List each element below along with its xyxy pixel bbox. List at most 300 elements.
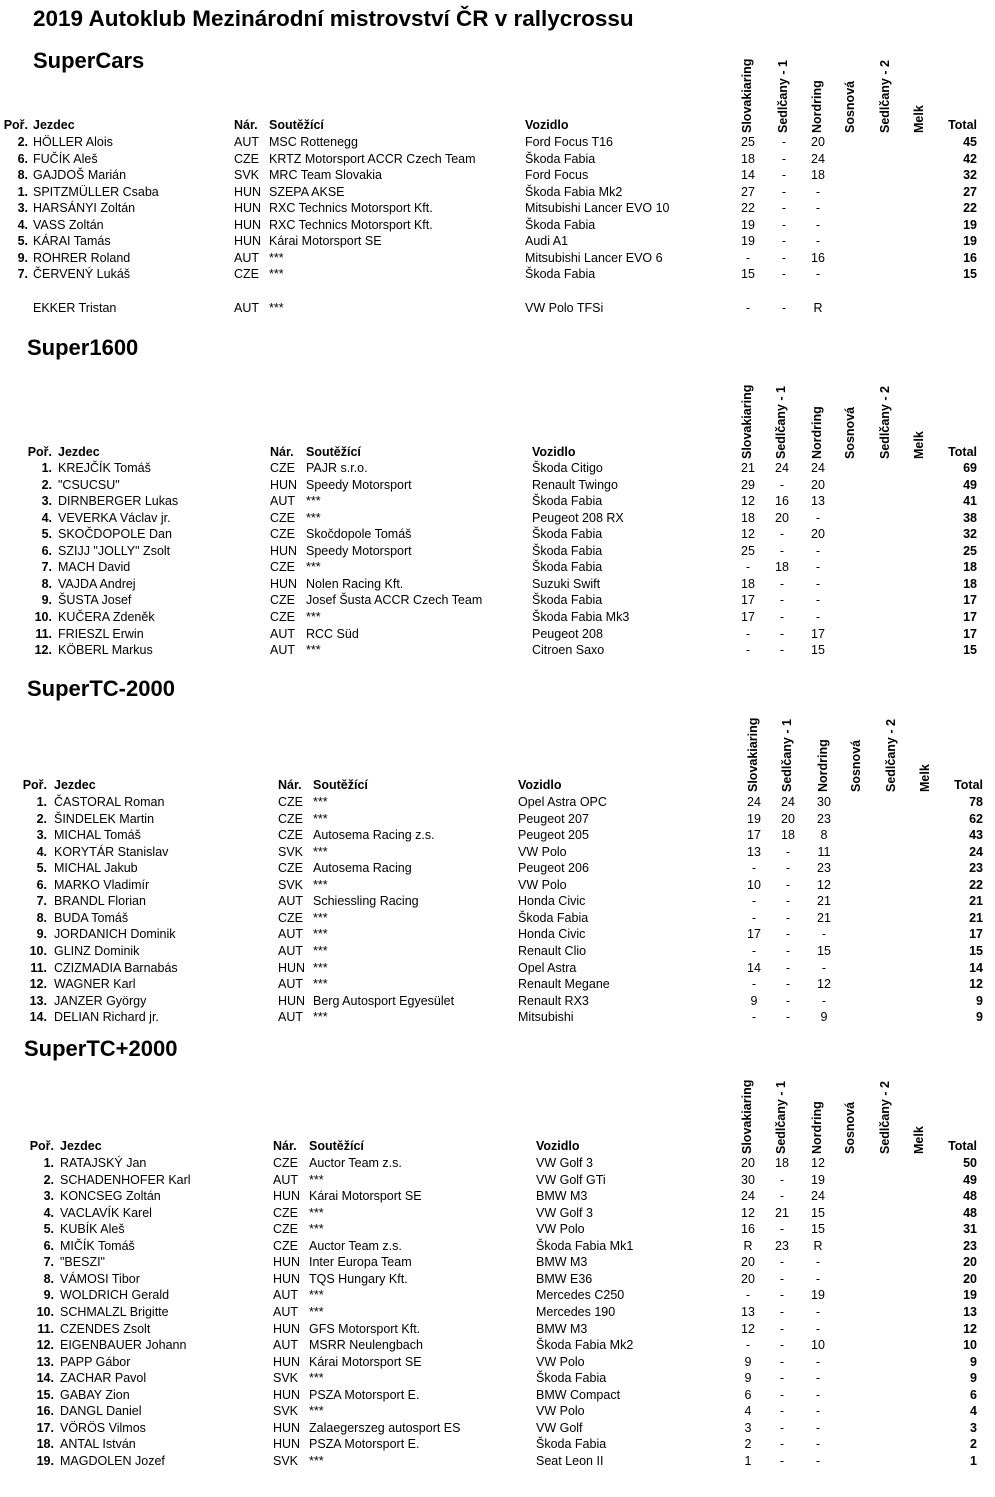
points-cell: 4 (744, 1404, 752, 1419)
points-cell: - (781, 201, 787, 216)
car-cell: VW Polo (518, 844, 567, 859)
column-header-total: Total (948, 1139, 977, 1153)
column-header-driver: Jezdec (58, 445, 100, 459)
position-cell: 10. (36, 1304, 54, 1319)
points-cell: - (785, 943, 791, 958)
points-cell: - (779, 1387, 785, 1402)
total-cell: 42 (963, 151, 977, 166)
car-cell: BMW M3 (536, 1321, 588, 1336)
points-cell: 20 (741, 1271, 755, 1286)
driver-cell: ČERVENÝ Lukáš (33, 267, 131, 282)
points-cell: 19 (741, 234, 755, 249)
nationality-cell: CZE (270, 527, 295, 542)
driver-cell: KÁRAI Tamás (33, 234, 111, 249)
position-cell: 11. (30, 960, 47, 975)
points-cell: 21 (817, 894, 831, 909)
driver-cell: MICHAL Tomáš (54, 828, 141, 843)
driver-cell: HÖLLER Alois (33, 135, 113, 149)
total-cell: 10 (963, 1338, 977, 1353)
points-cell: 19 (741, 217, 755, 232)
position-cell: 5. (17, 234, 28, 249)
points-cell: - (779, 593, 785, 608)
points-cell: - (779, 1288, 785, 1303)
column-header-nat: Nár. (278, 778, 302, 792)
points-cell: - (751, 894, 757, 909)
nationality-cell: HUN (273, 1354, 301, 1369)
car-cell: Opel Astra OPC (518, 795, 607, 809)
driver-cell: FRIESZL Erwin (58, 626, 144, 641)
column-header-driver: Jezdec (54, 778, 96, 792)
position-cell: 9. (17, 250, 28, 265)
driver-cell: KONCSEG Zoltán (60, 1189, 161, 1204)
points-cell: 30 (741, 1172, 755, 1187)
entrant-cell: Kárai Motorsport SE (269, 234, 382, 249)
column-header-pos: Poř. (3, 118, 28, 132)
nationality-cell: CZE (278, 795, 303, 809)
points-cell: 17 (747, 828, 761, 843)
points-cell: - (781, 267, 787, 282)
entrant-cell: *** (309, 1404, 324, 1419)
entrant-cell: *** (306, 643, 321, 658)
car-cell: Škoda Fabia (518, 910, 589, 925)
car-cell: VW Polo (536, 1222, 585, 1237)
car-cell: Škoda Fabia (532, 593, 603, 608)
total-cell: 17 (963, 609, 977, 624)
total-cell: 69 (963, 461, 977, 475)
column-header-car: Vozidlo (525, 118, 569, 132)
nationality-cell: AUT (270, 643, 295, 658)
total-cell: 27 (963, 184, 977, 199)
nationality-cell: CZE (278, 828, 303, 843)
entrant-cell: *** (309, 1371, 324, 1386)
column-header-car: Vozidlo (518, 778, 562, 792)
driver-cell: WOLDRICH Gerald (60, 1288, 170, 1303)
total-cell: 18 (963, 560, 977, 575)
nationality-cell: AUT (278, 927, 303, 942)
points-cell: 20 (775, 510, 789, 525)
car-cell: Mercedes 190 (536, 1304, 616, 1319)
car-cell: Škoda Fabia Mk1 (536, 1238, 634, 1253)
nationality-cell: CZE (278, 811, 303, 826)
points-cell: 21 (741, 461, 755, 475)
position-cell: 12. (34, 643, 52, 658)
position-cell: 3. (36, 828, 47, 843)
event-header: Nordring (810, 406, 824, 459)
nationality-cell: CZE (270, 609, 295, 624)
nationality-cell: AUT (234, 300, 259, 315)
position-cell: 9. (43, 1288, 54, 1303)
car-cell: Honda Civic (518, 894, 586, 909)
points-cell: 3 (744, 1420, 752, 1435)
driver-cell: MARKO Vladimír (54, 877, 150, 892)
entrant-cell: Schiessling Racing (313, 894, 419, 909)
driver-cell: KREJČÍK Tomáš (58, 461, 151, 475)
driver-cell: KORYTÁR Stanislav (54, 844, 169, 859)
position-cell: 10. (29, 943, 47, 958)
points-cell: - (815, 1371, 821, 1386)
driver-cell: KÖBERL Markus (58, 643, 153, 658)
points-cell: 9 (750, 993, 758, 1008)
driver-cell: HARSÁNYI Zoltán (33, 201, 136, 216)
column-header-car: Vozidlo (532, 445, 576, 459)
car-cell: BMW M3 (536, 1189, 588, 1204)
car-cell: Peugeot 207 (518, 811, 589, 826)
points-cell: - (785, 910, 791, 925)
points-cell: 19 (747, 811, 761, 826)
event-header: Sosnová (849, 739, 863, 792)
total-cell: 12 (969, 977, 983, 992)
position-cell: 4. (43, 1205, 54, 1220)
position-cell: 12. (36, 1338, 54, 1353)
entrant-cell: MSRR Neulengbach (309, 1338, 423, 1353)
total-cell: 18 (963, 576, 977, 591)
event-header: Melk (912, 431, 926, 459)
car-cell: Škoda Fabia (536, 1371, 607, 1386)
nationality-cell: SVK (273, 1371, 299, 1386)
nationality-cell: CZE (278, 910, 303, 925)
points-cell: - (815, 543, 821, 558)
nationality-cell: AUT (278, 894, 303, 909)
points-cell: 15 (817, 943, 831, 958)
points-cell: 22 (741, 201, 755, 216)
driver-cell: JORDANICH Dominik (54, 927, 176, 942)
entrant-cell: PAJR s.r.o. (306, 461, 368, 475)
points-cell: 14 (747, 960, 761, 975)
column-header-nat: Nár. (273, 1139, 297, 1153)
driver-cell: SKOČDOPOLE Dan (58, 527, 172, 542)
event-header: Sedlčany - 2 (878, 60, 892, 133)
points-cell: - (779, 477, 785, 492)
event-header: Sosnová (843, 406, 857, 459)
points-cell: - (821, 993, 827, 1008)
points-cell: - (781, 217, 787, 232)
driver-cell: DELIAN Richard jr. (54, 1010, 159, 1025)
entrant-cell: Zalaegerszeg autosport ES (309, 1420, 461, 1435)
points-cell: 9 (744, 1354, 752, 1369)
car-cell: Škoda Fabia (532, 560, 603, 575)
nationality-cell: HUN (234, 234, 262, 249)
total-cell: 17 (963, 593, 977, 608)
position-cell: 5. (43, 1222, 54, 1237)
position-cell: 8. (41, 576, 52, 591)
entrant-cell: *** (313, 877, 328, 892)
total-cell: 13 (963, 1304, 977, 1319)
points-cell: - (779, 1371, 785, 1386)
event-header: Slovakiaring (740, 384, 754, 459)
position-cell: 13. (36, 1354, 54, 1369)
points-cell: - (785, 960, 791, 975)
points-cell: 15 (811, 1205, 825, 1220)
points-cell: - (745, 560, 751, 575)
car-cell: Mitsubishi Lancer EVO 10 (525, 201, 670, 216)
car-cell: VW Polo (518, 877, 567, 892)
points-cell: 10 (747, 877, 761, 892)
entrant-cell: *** (313, 977, 328, 992)
points-cell: 12 (817, 977, 831, 992)
points-cell: - (815, 184, 821, 199)
total-cell: 17 (963, 626, 977, 641)
column-header-entrant: Soutěžící (306, 445, 361, 459)
entrant-cell: Berg Autosport Egyesület (313, 993, 455, 1008)
nationality-cell: AUT (234, 135, 259, 149)
points-cell: 19 (811, 1288, 825, 1303)
points-cell: - (815, 217, 821, 232)
points-cell: - (779, 1354, 785, 1369)
driver-cell: EIGENBAUER Johann (60, 1338, 187, 1353)
total-cell: 2 (970, 1437, 977, 1452)
car-cell: Honda Civic (518, 927, 586, 942)
points-cell: 24 (811, 461, 825, 475)
total-cell: 15 (963, 267, 977, 282)
points-cell: - (781, 300, 787, 315)
nationality-cell: HUN (273, 1387, 301, 1402)
entrant-cell: Inter Europa Team (309, 1255, 412, 1270)
entrant-cell: PSZA Motorsport E. (309, 1387, 420, 1402)
points-cell: 14 (741, 168, 755, 183)
points-cell: - (815, 1420, 821, 1435)
entrant-cell: *** (309, 1288, 324, 1303)
nationality-cell: CZE (234, 151, 259, 166)
position-cell: 4. (17, 217, 28, 232)
points-cell: 16 (741, 1222, 755, 1237)
column-header-nat: Nár. (234, 118, 258, 132)
car-cell: Škoda Fabia (532, 527, 603, 542)
points-cell: 15 (811, 643, 825, 658)
points-cell: - (815, 1404, 821, 1419)
total-cell: 15 (963, 643, 977, 658)
position-cell: 8. (43, 1271, 54, 1286)
column-header-pos: Poř. (29, 1139, 54, 1153)
nationality-cell: HUN (273, 1321, 301, 1336)
points-cell: 23 (775, 1238, 789, 1253)
event-header: Slovakiaring (740, 1079, 754, 1154)
driver-cell: MIČÍK Tomáš (60, 1238, 135, 1253)
car-cell: Škoda Fabia (532, 494, 603, 509)
car-cell: BMW M3 (536, 1255, 588, 1270)
points-cell: - (779, 1404, 785, 1419)
entrant-cell: *** (309, 1222, 324, 1237)
position-cell: 2. (43, 1172, 54, 1187)
total-cell: 62 (969, 811, 983, 826)
points-cell: 11 (817, 844, 831, 859)
points-cell: - (779, 1453, 785, 1468)
position-cell: 14. (29, 1010, 47, 1025)
total-cell: 38 (963, 510, 977, 525)
driver-cell: SCHMALZL Brigitte (60, 1304, 169, 1319)
points-cell: - (779, 1271, 785, 1286)
position-cell: 5. (41, 527, 52, 542)
driver-cell: KUČERA Zdeněk (58, 609, 155, 624)
car-cell: Renault RX3 (518, 993, 589, 1008)
total-cell: 49 (963, 1172, 977, 1187)
nationality-cell: HUN (278, 993, 306, 1008)
entrant-cell: PSZA Motorsport E. (309, 1437, 420, 1452)
position-cell: 6. (36, 877, 47, 892)
car-cell: Škoda Fabia Mk2 (525, 184, 623, 199)
driver-cell: VAJDA Andrej (58, 576, 136, 591)
entrant-cell: KRTZ Motorsport ACCR Czech Team (269, 151, 476, 166)
points-cell: 20 (811, 527, 825, 542)
points-cell: - (781, 151, 787, 166)
points-cell: - (821, 960, 827, 975)
total-cell: 32 (963, 168, 977, 183)
total-cell: 16 (963, 250, 977, 265)
points-cell: - (745, 250, 751, 265)
car-cell: Škoda Citigo (532, 461, 603, 475)
points-cell: 25 (741, 135, 755, 149)
nationality-cell: HUN (273, 1271, 301, 1286)
points-cell: 12 (811, 1156, 825, 1170)
driver-cell: "CSUCSU" (58, 477, 120, 492)
points-cell: - (779, 1420, 785, 1435)
total-cell: 9 (976, 1010, 983, 1025)
driver-cell: CZIZMADIA Barnabás (54, 960, 178, 975)
points-cell: - (779, 626, 785, 641)
total-cell: 31 (963, 1222, 977, 1237)
position-cell: 8. (17, 168, 28, 183)
column-header-nat: Nár. (270, 445, 294, 459)
nationality-cell: HUN (234, 217, 262, 232)
entrant-cell: Autosema Racing (313, 861, 412, 876)
driver-cell: VASS Zoltán (33, 217, 104, 232)
points-cell: 17 (747, 927, 761, 942)
position-cell: 19. (36, 1453, 54, 1468)
nationality-cell: SVK (278, 877, 304, 892)
position-cell: 2. (36, 811, 47, 826)
position-cell: 13. (29, 993, 47, 1008)
event-header: Sosnová (843, 80, 857, 133)
nationality-cell: SVK (278, 844, 304, 859)
total-cell: 23 (969, 861, 983, 876)
car-cell: Škoda Fabia Mk2 (536, 1338, 634, 1353)
driver-cell: WAGNER Karl (54, 977, 136, 992)
driver-cell: BRANDL Florian (54, 894, 146, 909)
points-cell: - (779, 576, 785, 591)
points-cell: - (745, 300, 751, 315)
driver-cell: MACH David (58, 560, 131, 575)
points-cell: - (815, 267, 821, 282)
points-cell: - (751, 943, 757, 958)
total-cell: 25 (963, 543, 977, 558)
entrant-cell: MSC Rottenegg (269, 135, 358, 149)
event-header: Melk (918, 764, 932, 792)
driver-cell: "BESZI" (60, 1255, 105, 1270)
driver-cell: SZIJJ "JOLLY" Zsolt (58, 543, 171, 558)
points-cell: 13 (811, 494, 825, 509)
points-cell: 24 (811, 151, 825, 166)
points-cell: - (781, 168, 787, 183)
points-cell: - (751, 1010, 757, 1025)
nationality-cell: CZE (270, 560, 295, 575)
points-cell: 24 (775, 461, 789, 475)
entrant-cell: *** (306, 494, 321, 509)
position-cell: 1. (41, 461, 52, 475)
entrant-cell: TQS Hungary Kft. (309, 1271, 408, 1286)
total-cell: 3 (970, 1420, 977, 1435)
points-cell: 18 (781, 828, 795, 843)
nationality-cell: HUN (270, 543, 298, 558)
nationality-cell: AUT (270, 626, 295, 641)
points-cell: - (745, 1338, 751, 1353)
total-cell: 4 (970, 1404, 977, 1419)
driver-cell: ZACHAR Pavol (60, 1371, 147, 1386)
position-cell: 15. (36, 1387, 54, 1402)
car-cell: Škoda Fabia Mk3 (532, 609, 630, 624)
entrant-cell: *** (269, 250, 284, 265)
position-cell: 11. (37, 1321, 54, 1336)
driver-cell: BUDA Tomáš (54, 910, 129, 925)
entrant-cell: RXC Technics Motorsport Kft. (269, 201, 433, 216)
entrant-cell: Autosema Racing z.s. (313, 828, 435, 843)
points-cell: - (815, 510, 821, 525)
car-cell: Seat Leon II (536, 1453, 604, 1468)
total-cell: 21 (969, 910, 983, 925)
points-cell: - (781, 250, 787, 265)
points-cell: 2 (744, 1437, 752, 1452)
event-header: Sedlčany - 1 (776, 60, 790, 133)
points-cell: 18 (741, 151, 755, 166)
points-cell: - (779, 1338, 785, 1353)
points-cell: 9 (744, 1371, 752, 1386)
driver-cell: MICHAL Jakub (54, 861, 138, 876)
driver-cell: GAJDOŠ Marián (33, 168, 127, 183)
car-cell: VW Polo (536, 1404, 585, 1419)
points-cell: R (813, 300, 823, 315)
points-cell: - (745, 643, 751, 658)
points-cell: 30 (817, 795, 831, 809)
position-cell: 3. (17, 201, 28, 216)
car-cell: Audi A1 (525, 234, 569, 249)
points-cell: - (785, 894, 791, 909)
entrant-cell: GFS Motorsport Kft. (309, 1321, 421, 1336)
points-cell: - (815, 1271, 821, 1286)
total-cell: 32 (963, 527, 977, 542)
points-cell: 25 (741, 543, 755, 558)
driver-cell: VACLAVÍK Karel (60, 1205, 152, 1220)
entrant-cell: *** (313, 910, 328, 925)
driver-cell: PAPP Gábor (60, 1354, 131, 1369)
column-header-entrant: Soutěžící (309, 1139, 364, 1153)
total-cell: 19 (963, 234, 977, 249)
event-header: Sedlčany - 1 (780, 719, 794, 792)
entrant-cell: *** (309, 1172, 324, 1187)
entrant-cell: SZEPA AKSE (269, 184, 345, 199)
total-cell: 1 (970, 1453, 977, 1468)
points-cell: - (815, 234, 821, 249)
points-cell: 18 (741, 576, 755, 591)
event-header: Slovakiaring (746, 717, 760, 792)
entrant-cell: *** (313, 1010, 328, 1025)
driver-cell: DANGL Daniel (60, 1404, 142, 1419)
entrant-cell: *** (313, 795, 328, 809)
nationality-cell: AUT (273, 1304, 298, 1319)
position-cell: 17. (36, 1420, 54, 1435)
position-cell: 2. (41, 477, 52, 492)
entrant-cell: MRC Team Slovakia (269, 168, 383, 183)
total-cell: 22 (963, 201, 977, 216)
nationality-cell: HUN (273, 1420, 301, 1435)
position-cell: 7. (17, 267, 28, 282)
total-cell: 20 (963, 1271, 977, 1286)
points-cell: R (813, 1238, 823, 1253)
car-cell: Škoda Fabia (525, 267, 596, 282)
event-header: Nordring (810, 80, 824, 133)
entrant-cell: *** (306, 609, 321, 624)
points-cell: - (779, 1304, 785, 1319)
event-header: Sedlčany - 2 (878, 1081, 892, 1154)
entrant-cell: Nolen Racing Kft. (306, 576, 404, 591)
nationality-cell: SVK (234, 168, 260, 183)
